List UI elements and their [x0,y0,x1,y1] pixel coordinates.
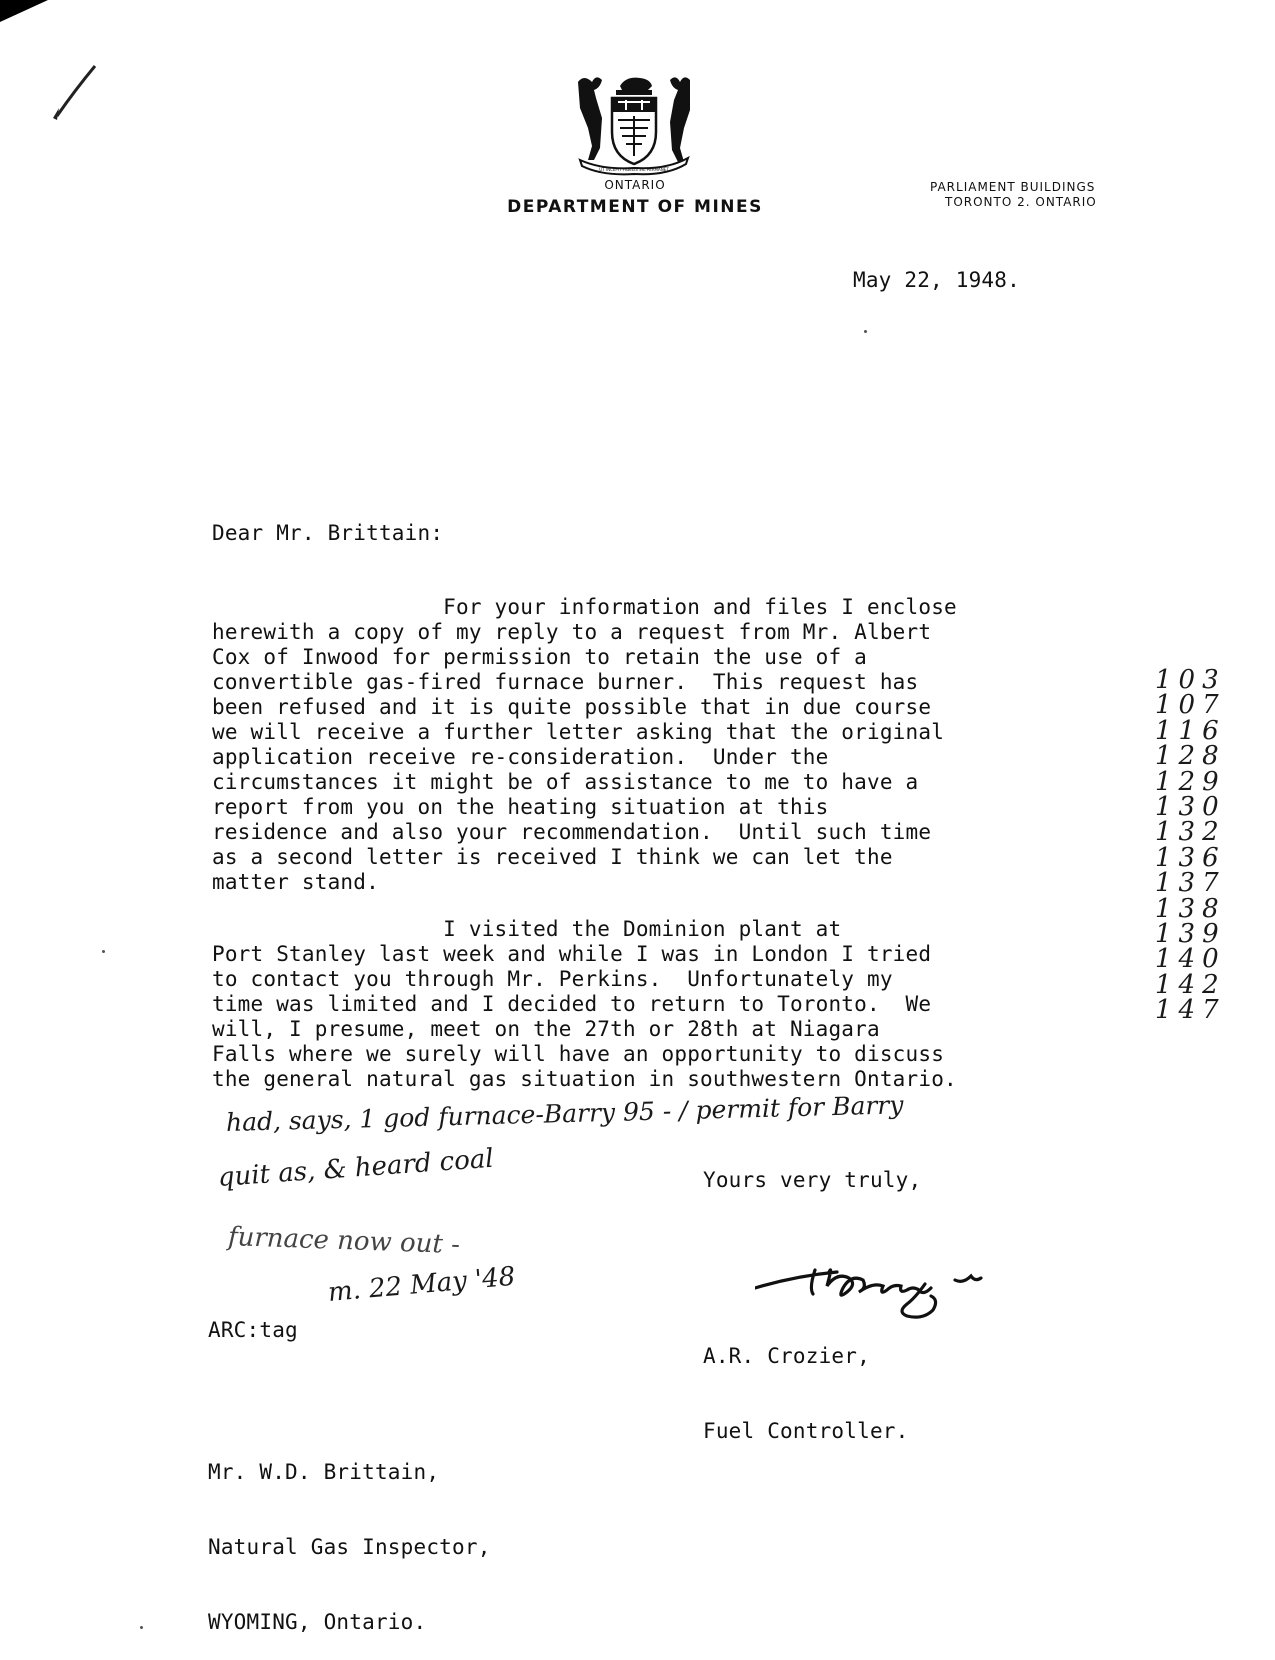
margin-number: 138 [1155,893,1226,924]
margin-number: 103 [1155,665,1226,695]
signatory-name: A.R. Crozier, [703,1344,870,1368]
margin-number: 136 [1155,842,1226,873]
margin-number: 107 [1155,690,1226,721]
reference-initials: ARC:tag [208,1318,298,1342]
letterhead-address-line2: TORONTO 2. ONTARIO [945,195,1097,209]
margin-number: 129 [1155,766,1226,797]
margin-number-list [1155,665,1235,1026]
scan-speck [140,1626,143,1629]
addressee-line-2: Natural Gas Inspector, [208,1535,491,1559]
handwritten-note-line-2: quit as, & heard coal [216,1143,495,1193]
letter-date: May 22, 1948. [853,268,1020,292]
letterhead-address-line1: PARLIAMENT BUILDINGS [930,180,1096,194]
scan-speck [102,950,105,953]
margin-number: 116 [1155,715,1226,746]
letterhead-province: ONTARIO [604,178,666,192]
letterhead-department: DEPARTMENT OF MINES [507,197,763,217]
addressee-line-1: Mr. W.D. Brittain, [208,1460,440,1484]
margin-number: 147 [1155,995,1226,1026]
margin-number: 132 [1155,817,1226,848]
body-paragraph-1: For your information and files I enclose herewith a copy of my reply to a request from Mr. Albert Cox of Inwood for permission to retain the use of a convertible gas-fired furnace burner. This request has been refused and it is quite possible that in due course we will receive a further letter asking that the original application receive re-consideration. Under the circumstances it might be of assistance to me to have a report from you on the heating situation at this residence and also your recommendation. Until such time as a second letter is received I think we can let the matter stand. [212,595,957,894]
signatory-title: Fuel Controller. [703,1419,909,1443]
closing: Yours very truly, [703,1168,922,1192]
margin-number: 142 [1155,969,1226,1000]
addressee-block [208,1410,491,1660]
margin-number: 140 [1155,944,1226,975]
crest-motto: UT INCEPIT FIDELIS SIC PERMANET [599,167,669,172]
corner-mark [0,0,48,22]
handwritten-note-line-3: furnace now out - [227,1222,461,1261]
signature-block [703,1294,909,1469]
handwritten-note-line-4: m. 22 May '48 [326,1261,517,1308]
body-paragraph-2: I visited the Dominion plant at Port Stanley last week and while I was in London I tried to contact you through Mr. Perkins. Unfortunately my time was limited and I decided to return to Toronto. We will, I presume, meet on the 27th or 28th at Niagara Falls where we surely will have an opportunity to discuss the general natural gas situation in southwestern Ontario. [212,917,957,1091]
handwritten-note-line-1: had, says, 1 god furnace-Barry 95 - / permit for Barry [225,1090,904,1137]
margin-number: 137 [1155,868,1226,899]
ontario-coat-of-arms-icon [572,72,696,176]
margin-number: 139 [1155,918,1226,949]
check-mark-icon [45,60,105,130]
scan-speck [864,330,867,333]
margin-number: 128 [1155,741,1226,772]
margin-number: 130 [1155,791,1226,822]
addressee-line-3: WYOMING, Ontario. [208,1610,427,1634]
salutation: Dear Mr. Brittain: [212,521,444,545]
